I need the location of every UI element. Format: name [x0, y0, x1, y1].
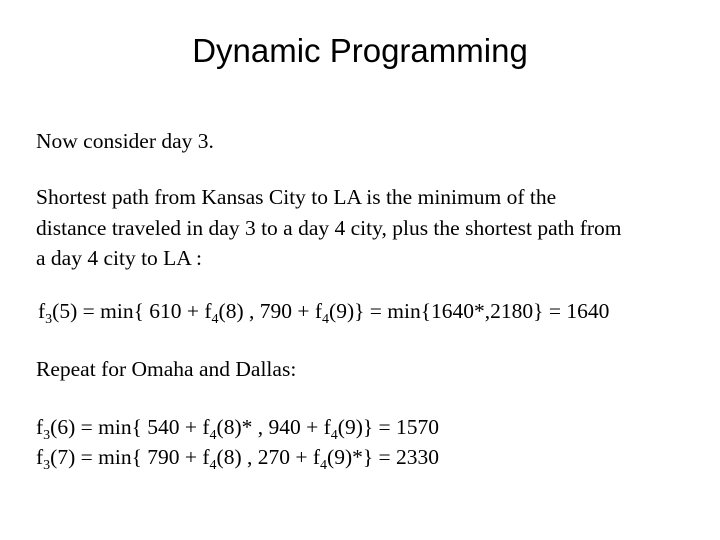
stage-subscript: 3 — [45, 312, 53, 327]
stage-subscript: 4 — [322, 312, 330, 327]
equation-segment: (5) = min{ 610 + f — [52, 299, 212, 323]
function-symbol: f — [36, 445, 44, 469]
stage-subscript: 3 — [43, 428, 51, 443]
description-line-3: a day 4 city to LA : — [36, 246, 202, 270]
equation-segment: (8)* , 940 + f — [216, 415, 331, 439]
stage-subscript: 4 — [211, 312, 219, 327]
stage-subscript: 3 — [43, 458, 51, 473]
description-paragraph — [36, 182, 622, 274]
equation-segment: (9)} = min{1640*,2180} = 1640 — [329, 299, 610, 323]
description-line-1: Shortest path from Kansas City to LA is the minimum of the — [36, 185, 557, 209]
equation-segment: (8) , 270 + f — [216, 445, 321, 469]
intro-text: Now consider day 3. — [36, 129, 214, 153]
stage-subscript: 4 — [320, 458, 328, 473]
function-symbol: f — [38, 299, 46, 323]
repeat-text: Repeat for Omaha and Dallas: — [36, 357, 297, 381]
equation-segment: (7) = min{ 790 + f — [50, 445, 210, 469]
description-line-2: distance traveled in day 3 to a day 4 city, plus the shortest path from — [36, 215, 622, 240]
function-symbol: f — [36, 415, 44, 439]
equation-segment: (8) , 790 + f — [218, 299, 323, 323]
stage-subscript: 4 — [209, 428, 217, 443]
equation-f3-5 — [38, 296, 609, 326]
slide-title: Dynamic Programming — [192, 32, 528, 69]
equation-f3-6 — [36, 412, 439, 442]
equation-segment: (9)} = 1570 — [337, 415, 440, 439]
equation-list — [36, 412, 439, 472]
stage-subscript: 4 — [209, 458, 217, 473]
equation-segment: (9)*} = 2330 — [327, 445, 440, 469]
stage-subscript: 4 — [330, 428, 338, 443]
equation-f3-7 — [36, 442, 439, 472]
equation-segment: (6) = min{ 540 + f — [50, 415, 210, 439]
